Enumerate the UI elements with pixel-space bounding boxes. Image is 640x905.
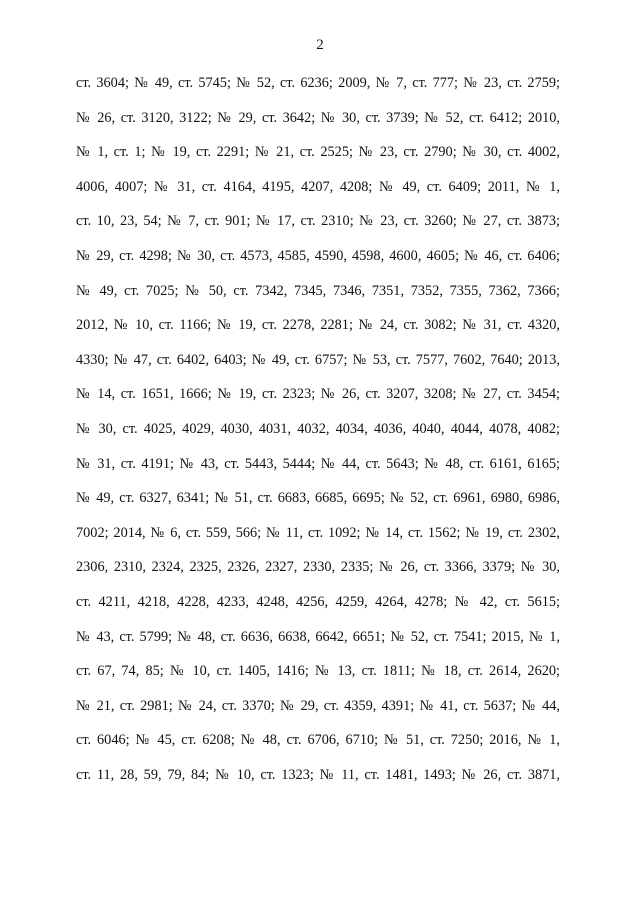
body-text [76, 73, 560, 799]
text-line: 4330; № 47, ст. 6402, 6403; № 49, ст. 6757; № 53, ст. 7577, 7602, 7640; 2013, [76, 351, 560, 368]
text-line: № 31, ст. 4191; № 43, ст. 5443, 5444; № 44, ст. 5643; № 48, ст. 6161, 6165; [76, 455, 560, 472]
text-line: № 49, ст. 7025; № 50, ст. 7342, 7345, 7346, 7351, 7352, 7355, 7362, 7366; [76, 282, 560, 299]
text-line: ст. 3604; № 49, ст. 5745; № 52, ст. 6236; 2009, № 7, ст. 777; № 23, ст. 2759; [76, 75, 560, 91]
text-line: № 29, ст. 4298; № 30, ст. 4573, 4585, 4590, 4598, 4600, 4605; № 46, ст. 6406; [76, 247, 560, 264]
text-line: ст. 10, 23, 54; № 7, ст. 901; № 17, ст. 2310; № 23, ст. 3260; № 27, ст. 3873; [76, 213, 560, 230]
text-line: № 14, ст. 1651, 1666; № 19, ст. 2323; № 26, ст. 3207, 3208; № 27, ст. 3454; [76, 386, 560, 403]
text-line: № 43, ст. 5799; № 48, ст. 6636, 6638, 6642, 6651; № 52, ст. 7541; 2015, № 1, [76, 628, 560, 645]
text-line: № 30, ст. 4025, 4029, 4030, 4031, 4032, 4034, 4036, 4040, 4044, 4078, 4082; [76, 420, 560, 437]
text-line: 2012, № 10, ст. 1166; № 19, ст. 2278, 2281; № 24, ст. 3082; № 31, ст. 4320, [76, 317, 560, 334]
text-line: № 49, ст. 6327, 6341; № 51, ст. 6683, 6685, 6695; № 52, ст. 6961, 6980, 6986, [76, 490, 560, 507]
text-line: ст. 6046; № 45, ст. 6208; № 48, ст. 6706, 6710; № 51, ст. 7250; 2016, № 1, [76, 732, 560, 749]
text-line: № 21, ст. 2981; № 24, ст. 3370; № 29, ст. 4359, 4391; № 41, ст. 5637; № 44, [76, 697, 560, 714]
page-number: 2 [316, 37, 324, 53]
text-line: 2306, 2310, 2324, 2325, 2326, 2327, 2330, 2335; № 26, ст. 3366, 3379; № 30, [76, 559, 560, 576]
text-line: № 26, ст. 3120, 3122; № 29, ст. 3642; № 30, ст. 3739; № 52, ст. 6412; 2010, [76, 109, 560, 126]
text-line: ст. 67, 74, 85; № 10, ст. 1405, 1416; № 13, ст. 1811; № 18, ст. 2614, 2620; [76, 663, 560, 680]
text-line: № 1, ст. 1; № 19, ст. 2291; № 21, ст. 2525; № 23, ст. 2790; № 30, ст. 4002, [76, 144, 560, 161]
text-line: ст. 11, 28, 59, 79, 84; № 10, ст. 1323; № 11, ст. 1481, 1493; № 26, ст. 3871, [76, 766, 560, 783]
text-line: 7002; 2014, № 6, ст. 559, 566; № 11, ст. 1092; № 14, ст. 1562; № 19, ст. 2302, [76, 524, 560, 541]
text-line: ст. 4211, 4218, 4228, 4233, 4248, 4256, 4259, 4264, 4278; № 42, ст. 5615; [76, 593, 560, 610]
text-line: 4006, 4007; № 31, ст. 4164, 4195, 4207, 4208; № 49, ст. 6409; 2011, № 1, [76, 178, 560, 195]
